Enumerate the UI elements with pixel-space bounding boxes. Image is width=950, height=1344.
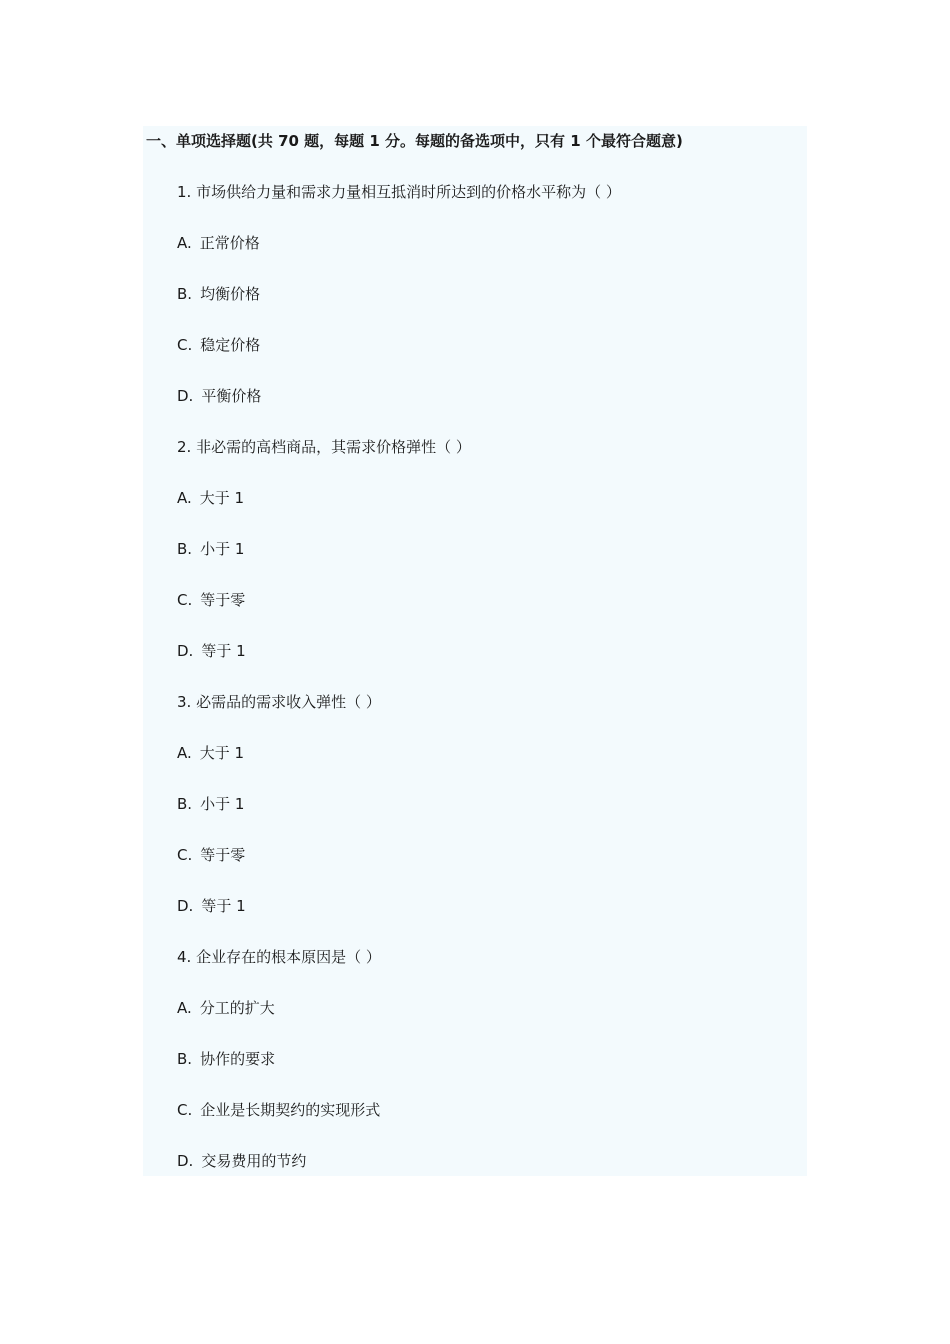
option-text: 大于 1 xyxy=(199,744,245,762)
option-text: 平衡价格 xyxy=(201,387,262,405)
question-3-stem: 3. 必需品的需求收入弹性（ ） xyxy=(177,693,381,711)
option-text: 交易费用的节约 xyxy=(201,1152,307,1170)
option-text: 等于 1 xyxy=(201,897,246,915)
option-text: 小于 1 xyxy=(200,540,245,558)
question-2-option-c xyxy=(177,590,245,610)
option-text: 分工的扩大 xyxy=(199,999,275,1017)
option-letter: C. xyxy=(177,336,193,354)
option-text: 等于零 xyxy=(200,591,246,609)
question-3-option-d xyxy=(177,896,246,916)
question-4-option-a xyxy=(177,998,275,1018)
question-4-option-c xyxy=(177,1100,380,1120)
option-text: 小于 1 xyxy=(200,795,245,813)
option-letter: C. xyxy=(177,1101,193,1119)
question-2-option-b xyxy=(177,539,244,559)
option-text: 协作的要求 xyxy=(200,1050,276,1068)
question-2-option-a xyxy=(177,488,244,508)
option-letter: B. xyxy=(177,795,193,813)
question-1-option-d xyxy=(177,386,261,406)
question-4-option-b xyxy=(177,1049,275,1069)
option-letter: D. xyxy=(177,1152,194,1170)
option-text: 大于 1 xyxy=(199,489,245,507)
question-3-option-a xyxy=(177,743,244,763)
option-letter: B. xyxy=(177,540,193,558)
question-3-option-c xyxy=(177,845,245,865)
option-letter: A. xyxy=(177,234,192,252)
option-text: 等于零 xyxy=(200,846,246,864)
option-text: 正常价格 xyxy=(199,234,260,252)
option-letter: A. xyxy=(177,489,192,507)
option-text: 等于 1 xyxy=(201,642,246,660)
question-1-stem: 1. 市场供给力量和需求力量相互抵消时所达到的价格水平称为（ ） xyxy=(177,183,621,201)
option-letter: A. xyxy=(177,744,192,762)
question-1-option-c xyxy=(177,335,260,355)
option-text: 稳定价格 xyxy=(200,336,261,354)
question-1-option-b xyxy=(177,284,260,304)
section-heading: 一、单项选择题(共 70 题，每题 1 分。每题的备选项中，只有 1 个最符合题意) xyxy=(146,132,683,150)
question-2-stem: 2. 非必需的高档商品，其需求价格弹性（ ） xyxy=(177,438,471,456)
option-letter: A. xyxy=(177,999,192,1017)
option-letter: D. xyxy=(177,642,194,660)
option-letter: D. xyxy=(177,897,194,915)
option-letter: C. xyxy=(177,846,193,864)
question-4-stem: 4. 企业存在的根本原因是（ ） xyxy=(177,948,381,966)
option-letter: C. xyxy=(177,591,193,609)
option-text: 企业是长期契约的实现形式 xyxy=(200,1101,381,1119)
question-1-option-a xyxy=(177,233,260,253)
question-3-option-b xyxy=(177,794,244,814)
option-text: 均衡价格 xyxy=(200,285,261,303)
question-4-option-d xyxy=(177,1151,306,1171)
option-letter: B. xyxy=(177,1050,193,1068)
option-letter: B. xyxy=(177,285,193,303)
question-2-option-d xyxy=(177,641,246,661)
option-letter: D. xyxy=(177,387,194,405)
